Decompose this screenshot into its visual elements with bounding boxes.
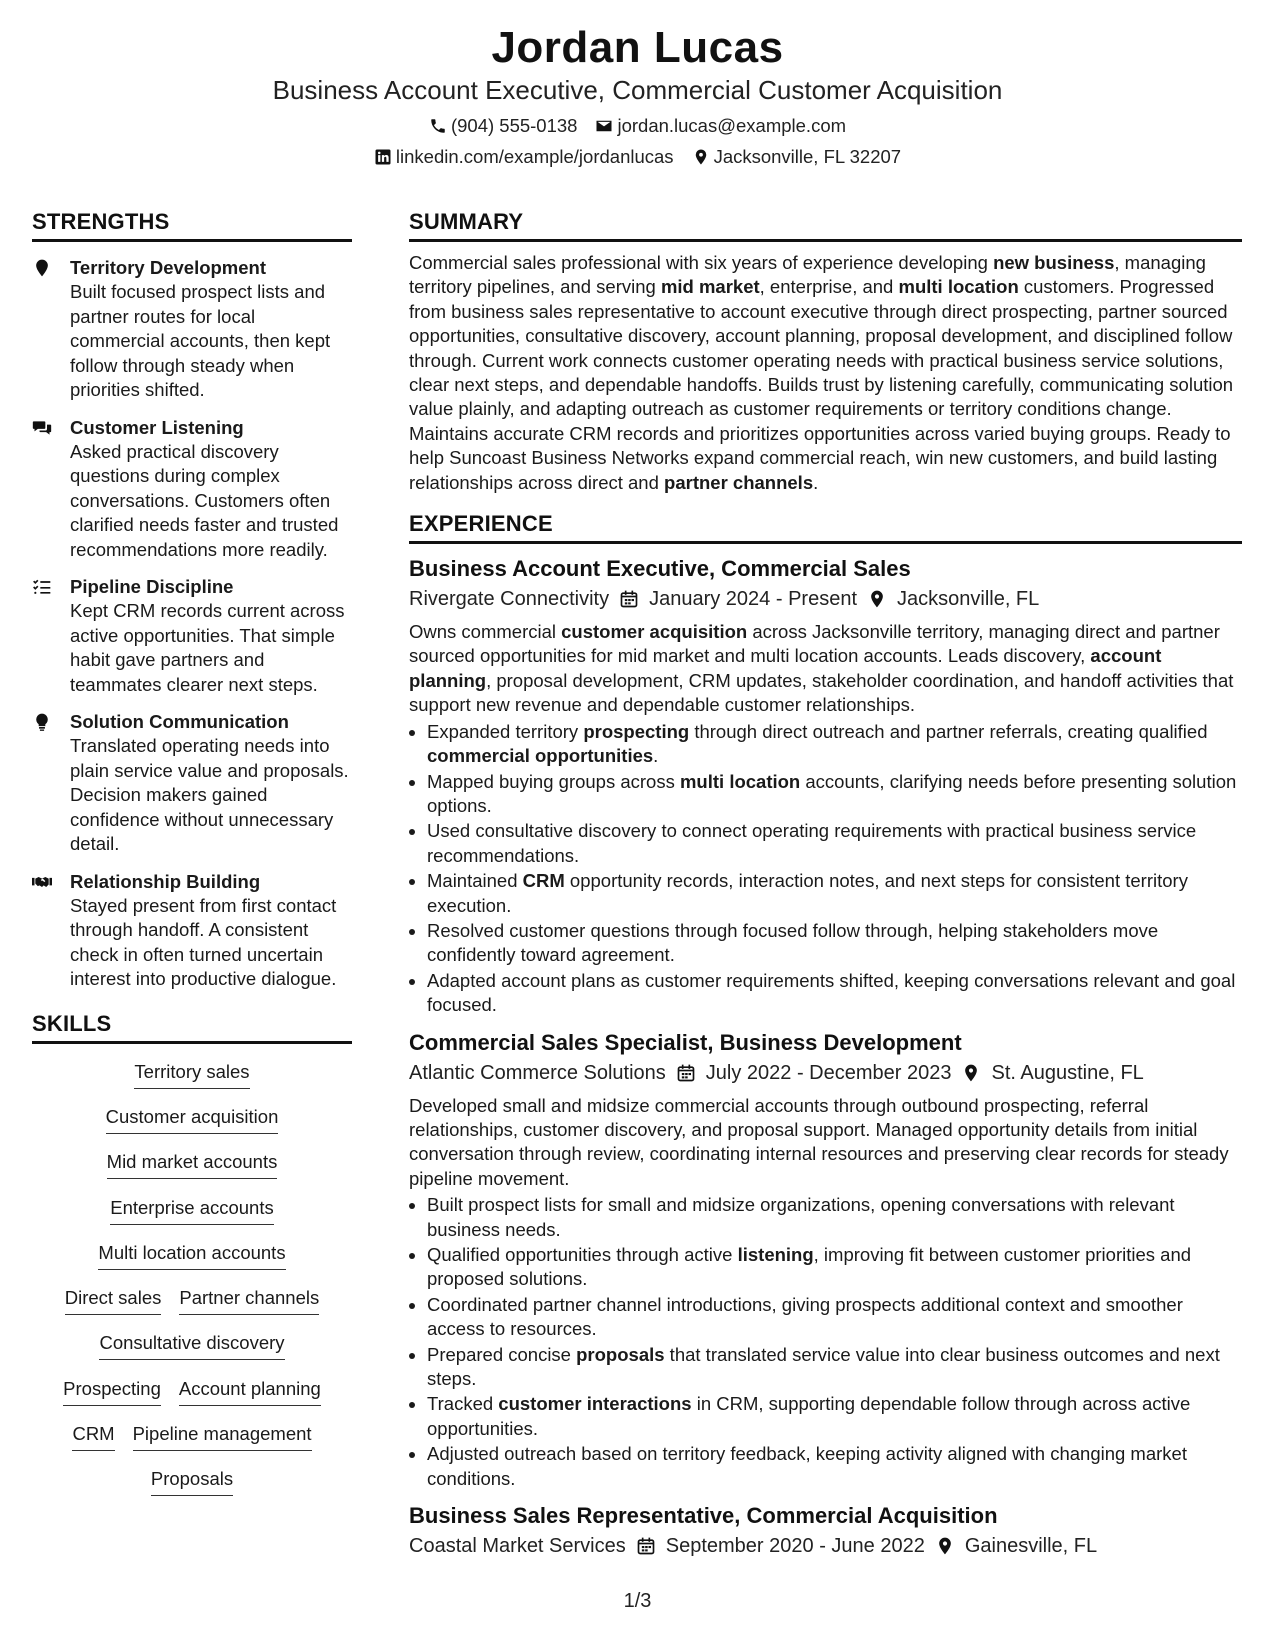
summary-text: Commercial sales professional with six years of experience developing new business, managing territory pipelines, and serving mid market, enterprise, and multi location customers. Progressed from business sales representative to account executive through direct prospecting, partner sourced opportunities, consultative discovery, account planning, proposal development, and disciplined follow through. Current work connects customer operating needs with practical business service solutions, clear next steps, and dependable handoffs. Builds trust by listening carefully, communicating solution value plainly, and adapting outreach as customer requirements or territory conditions change. Maintains accurate CRM records and prioritizes opportunities across varied buying groups. Ready to help Suncoast Business Networks expand commercial reach, win new customers, and build lasting relationships across direct and partner channels. (409, 252, 1234, 493)
map-pin-icon (32, 256, 70, 403)
job-bullets (409, 1193, 1242, 1491)
right-column (409, 208, 1242, 1561)
strengths-list (32, 256, 352, 992)
strength-title: Pipeline Discipline (70, 576, 234, 597)
strength-item (32, 575, 352, 697)
skill-tag: Prospecting (63, 1377, 161, 1406)
skill-row (32, 1233, 352, 1278)
job-location: Gainesville, FL (964, 1535, 1098, 1558)
contact-row-2 (0, 145, 1275, 169)
strength-description: Translated operating needs into plain service value and proposals. Decision makers gained confidence without unnecessary detail. (70, 735, 349, 854)
skill-tag: Pipeline management (133, 1422, 312, 1451)
bold-keyword: multi location (679, 770, 801, 792)
handshake-icon (32, 870, 70, 992)
skill-tag: Partner channels (179, 1286, 319, 1315)
bullet-item: • Resolved customer questions through focused follow through, helping stakeholders move confidently toward agreement. (427, 919, 1242, 968)
skill-row (32, 1142, 352, 1187)
calendar-icon (676, 1063, 696, 1083)
bold-keyword: partner channels (664, 471, 814, 493)
phone-contact[interactable] (429, 114, 578, 138)
phone-icon (429, 117, 447, 135)
skill-tag: Mid market accounts (107, 1150, 278, 1179)
skill-tag: Consultative discovery (99, 1331, 284, 1360)
bullet-item: • Adjusted outreach based on territory feedback, keeping activity aligned with changing market conditions. (427, 1442, 1242, 1491)
phone-text: (904) 555-0138 (450, 115, 578, 136)
job-title: Commercial Sales Specialist, Business Development (409, 1029, 962, 1055)
bullet-item: • Adapted account plans as customer requirements shifted, keeping conversations relevant and goal focused. (427, 969, 1242, 1018)
strengths-heading: STRENGTHS (32, 208, 352, 242)
calendar-icon (619, 589, 639, 609)
linkedin-icon (374, 148, 392, 166)
job-description: Developed small and midsize commercial accounts through outbound prospecting, referral relationships, customer discovery, and proposal support. Managed opportunity details from initial conversation through review, coordinating internal resources and preserving clear records for steady pipeline movement. (409, 1094, 1229, 1189)
skill-row (32, 1278, 352, 1323)
job-entry (409, 554, 1242, 1018)
skill-row (32, 1414, 352, 1459)
lightbulb-icon (32, 710, 70, 857)
map-pin-icon (867, 589, 887, 609)
bold-keyword: customer interactions (498, 1393, 692, 1415)
bullet-item: • Mapped buying groups across multi location accounts, clarifying needs before presenting solution options. (427, 770, 1242, 819)
bullet-item: • Qualified opportunities through active listening, improving fit between customer priorities and proposed solutions. (427, 1243, 1242, 1292)
job-meta (409, 1058, 1242, 1088)
candidate-name: Jordan Lucas (491, 23, 784, 72)
calendar-icon (636, 1536, 656, 1556)
location-text: Jacksonville, FL 32207 (713, 146, 902, 167)
skill-tag: Direct sales (65, 1286, 162, 1315)
location-contact (692, 145, 902, 169)
skill-tag: CRM (72, 1422, 114, 1451)
email-text: jordan.lucas@example.com (617, 115, 847, 136)
contact-row-1 (0, 114, 1275, 138)
bold-keyword: new business (993, 252, 1115, 273)
bold-keyword: proposals (576, 1343, 665, 1365)
skill-tag: Proposals (151, 1467, 233, 1496)
chat-bubbles-icon (32, 416, 70, 563)
bullet-item: • Maintained CRM opportunity records, interaction notes, and next steps for consistent territory execution. (427, 869, 1242, 918)
bold-keyword: mid market (660, 276, 760, 298)
bold-keyword: listening (737, 1244, 814, 1265)
strength-title: Relationship Building (70, 870, 261, 892)
linkedin-contact[interactable] (374, 145, 674, 169)
bold-keyword: commercial opportunities (427, 745, 654, 767)
skill-row (32, 1187, 352, 1232)
strength-description: Asked practical discovery questions during complex conversations. Customers often clarified needs faster and trusted recommendations more readily. (70, 440, 339, 560)
job-description: Owns commercial customer acquisition across Jacksonville territory, managing direct and partner sourced opportunities for mid market and multi location accounts. Leads discovery, account planning, proposal development, CRM updates, stakeholder coordination, and handoff activities that support new revenue and dependable customer relationships. (409, 621, 1234, 716)
bullet-item: • Expanded territory prospecting through direct outreach and partner referrals, creating qualified commercial opportunities. (427, 720, 1242, 769)
bullet-item: • Prepared concise proposals that translated service value into clear business outcomes and next steps. (427, 1343, 1242, 1392)
strength-item (32, 710, 352, 857)
skill-tag: Customer acquisition (106, 1105, 279, 1134)
skill-row (32, 1323, 352, 1368)
job-dates: September 2020 - June 2022 (665, 1535, 925, 1558)
email-contact[interactable] (595, 114, 846, 138)
bullet-item: • Tracked customer interactions in CRM, supporting dependable follow through across active opportunities. (427, 1392, 1242, 1441)
skill-tag: Territory sales (134, 1060, 249, 1089)
skills-list (32, 1052, 352, 1505)
company-name: Rivergate Connectivity (409, 588, 610, 611)
skill-tag: Multi location accounts (98, 1241, 285, 1270)
strength-item (32, 416, 352, 563)
job-dates: January 2024 - Present (649, 588, 857, 611)
job-title: Business Sales Representative, Commercial Acquisition (409, 1503, 998, 1529)
strength-description: Built focused prospect lists and partner routes for local commercial accounts, then kept follow through steady when priorities shifted. (70, 281, 331, 400)
bullet-item: • Used consultative discovery to connect operating requirements with practical business service recommendations. (427, 819, 1242, 868)
bold-keyword: CRM (522, 870, 565, 892)
job-meta (409, 584, 1242, 614)
left-column (32, 208, 352, 1504)
bold-keyword: customer acquisition (561, 621, 748, 643)
map-pin-icon (692, 148, 710, 166)
job-location: Jacksonville, FL (897, 588, 1040, 611)
strength-description: Kept CRM records current across active opportunities. That simple habit gave partners and teammates clearer next steps. (70, 600, 345, 695)
job-meta (409, 1531, 1242, 1561)
job-entry (409, 1501, 1242, 1561)
bullet-item: • Coordinated partner channel introductions, giving prospects additional context and smoother access to resources. (427, 1293, 1242, 1342)
company-name: Coastal Market Services (409, 1535, 626, 1558)
strength-item (32, 870, 352, 992)
strength-title: Customer Listening (70, 416, 244, 438)
page-number: 1/3 (623, 1590, 652, 1612)
skills-heading: SKILLS (32, 1010, 352, 1044)
job-bullets (409, 720, 1242, 1018)
strength-item (32, 256, 352, 403)
company-name: Atlantic Commerce Solutions (409, 1061, 666, 1084)
bold-keyword: account planning (409, 645, 1162, 691)
summary-heading: SUMMARY (409, 208, 1242, 242)
linkedin-text: linkedin.com/example/jordanlucas (395, 146, 674, 167)
skill-tag: Account planning (179, 1377, 321, 1406)
checklist-icon (32, 575, 70, 697)
bold-keyword: multi location (898, 276, 1019, 298)
job-entry (409, 1028, 1242, 1492)
map-pin-icon (935, 1536, 955, 1556)
experience-heading: EXPERIENCE (409, 510, 1242, 544)
skill-row (32, 1459, 352, 1504)
envelope-icon (595, 117, 613, 135)
skill-row (32, 1052, 352, 1097)
job-location: St. Augustine, FL (991, 1061, 1144, 1084)
map-pin-icon (961, 1063, 981, 1083)
strength-title: Solution Communication (70, 711, 289, 732)
job-dates: July 2022 - December 2023 (705, 1061, 952, 1084)
candidate-headline: Business Account Executive, Commercial Customer Acquisition (272, 75, 1003, 105)
bold-keyword: prospecting (583, 720, 690, 742)
skill-row (32, 1097, 352, 1142)
strength-title: Territory Development (70, 257, 267, 278)
skill-tag: Enterprise accounts (110, 1196, 274, 1225)
skill-row (32, 1369, 352, 1414)
strength-description: Stayed present from first contact through handoff. A consistent check in often turned uncertain interest into productive dialogue. (70, 894, 337, 989)
resume-header (0, 22, 1275, 169)
experience-list (409, 554, 1242, 1561)
job-title: Business Account Executive, Commercial Sales (409, 556, 911, 582)
bullet-item: • Built prospect lists for small and midsize organizations, opening conversations with relevant business needs. (427, 1193, 1242, 1242)
